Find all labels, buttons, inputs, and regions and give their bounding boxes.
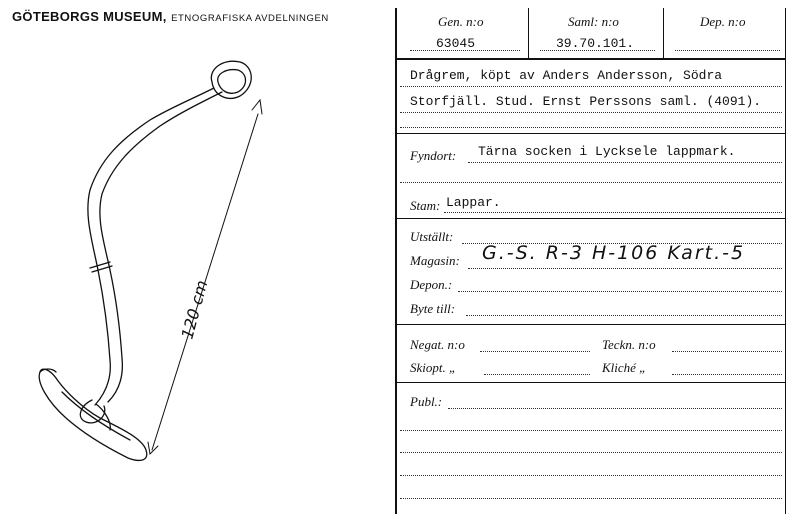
card-left-border	[395, 8, 397, 514]
description-line-1: Drågrem, köpt av Anders Andersson, Södra	[410, 68, 723, 83]
fyndort-value: Tärna socken i Lycksele lappmark.	[478, 144, 736, 159]
toggle-piece	[39, 369, 147, 460]
rule-1	[397, 133, 786, 134]
museum-name: GÖTEBORGS MUSEUM,	[12, 9, 167, 24]
publ-label: Publ.:	[410, 394, 443, 409]
teckn-label: Teckn. n:o	[602, 337, 656, 352]
depon-label: Depon.:	[410, 277, 453, 292]
gen-value: 63045	[436, 36, 476, 51]
utstallt-label: Utställt:	[410, 229, 454, 244]
rule-2	[397, 218, 786, 219]
dep-label: Dep. n:o	[700, 14, 746, 29]
skiopt-label: Skiopt. „	[410, 360, 457, 375]
department-name: ETNOGRAFISKA AVDELNINGEN	[171, 13, 329, 24]
measurement-label: 120 cm	[177, 278, 212, 342]
header-divider-1	[528, 8, 529, 58]
magasin-value: G.-S. R-3 H-106 Kart.-5	[482, 242, 746, 264]
strap-inner	[100, 92, 222, 402]
rule-3	[397, 324, 786, 325]
saml-label: Saml: n:o	[568, 14, 619, 29]
byte-label: Byte till:	[410, 301, 456, 316]
stam-label: Stam:	[410, 198, 441, 213]
strap-outer	[88, 88, 214, 405]
gen-label: Gen. n:o	[438, 14, 484, 29]
header-bottom-rule	[395, 58, 786, 60]
description-line-2: Storfjäll. Stud. Ernst Perssons saml. (4091).	[410, 94, 762, 109]
negat-label: Negat. n:o	[410, 337, 465, 352]
header-divider-2	[663, 8, 664, 58]
saml-value: 39.70.101.	[556, 36, 635, 51]
card-right-border	[785, 8, 786, 514]
magasin-label: Magasin:	[410, 253, 460, 268]
kliche-label: Kliché „	[602, 360, 647, 375]
rule-4	[397, 382, 786, 383]
fyndort-label: Fyndort:	[410, 148, 457, 163]
stam-value: Lappar.	[446, 195, 501, 210]
object-drawing	[0, 30, 385, 514]
museum-header	[12, 8, 329, 26]
